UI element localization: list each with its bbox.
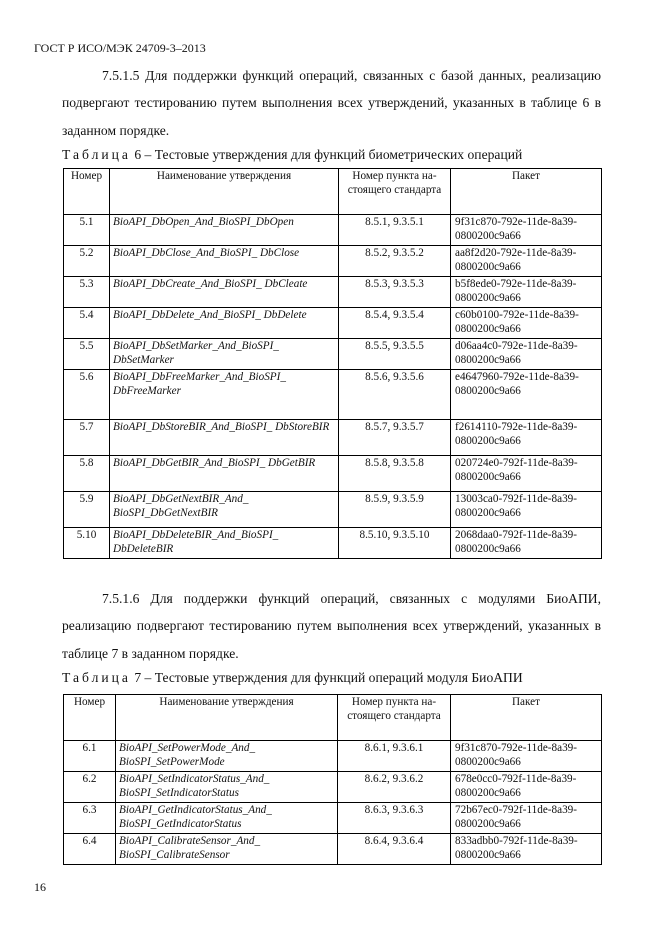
row-number-cell: 5.7: [64, 420, 110, 456]
clause-number-cell: 8.5.7, 9.3.5.7: [339, 420, 451, 456]
clause-number-cell: 8.6.2, 9.3.6.2: [338, 772, 451, 803]
table-header-row: [64, 169, 602, 215]
package-id-cell: 678e0cc0-792f-11de-8a39-0800200c9a66: [451, 772, 602, 803]
table-row: [64, 339, 602, 370]
table-row: [64, 492, 602, 528]
assertion-name-cell: BioAPI_DbCreate_And_BioSPI_ DbCleate: [110, 277, 339, 308]
clause-number-cell: 8.5.9, 9.3.5.9: [339, 492, 451, 528]
table-6-caption-label: Таблица: [62, 147, 131, 162]
table-7-caption-label: Таблица: [62, 670, 131, 685]
clause-number-cell: 8.6.3, 9.3.6.3: [338, 803, 451, 834]
assertion-name-cell: BioAPI_DbGetNextBIR_And_ BioSPI_DbGetNextBIR: [110, 492, 339, 528]
table-row: [64, 308, 602, 339]
row-number-cell: 5.9: [64, 492, 110, 528]
package-id-cell: 13003ca0-792f-11de-8a39-0800200c9a66: [451, 492, 602, 528]
assertion-name-cell: BioAPI_SetIndicatorStatus_And_ BioSPI_SetIndicatorStatus: [116, 772, 338, 803]
row-number-cell: 6.3: [64, 803, 116, 834]
package-id-cell: d06aa4c0-792e-11de-8a39-0800200c9a66: [451, 339, 602, 370]
row-number-cell: 6.2: [64, 772, 116, 803]
table-row: [64, 456, 602, 492]
package-id-cell: aa8f2d20-792e-11de-8a39-0800200c9a66: [451, 246, 602, 277]
assertion-name-cell: BioAPI_DbSetMarker_And_BioSPI_ DbSetMarker: [110, 339, 339, 370]
package-id-cell: 020724e0-792f-11de-8a39-0800200c9a66: [451, 456, 602, 492]
assertion-name-cell: BioAPI_DbClose_And_BioSPI_ DbClose: [110, 246, 339, 277]
clause-number-cell: 8.5.5, 9.3.5.5: [339, 339, 451, 370]
table-row: [64, 834, 602, 865]
column-header: Номер: [64, 695, 116, 741]
table-6-caption: [62, 147, 522, 163]
assertion-name-cell: BioAPI_GetIndicatorStatus_And_ BioSPI_GetIndicatorStatus: [116, 803, 338, 834]
table-6-body: [64, 215, 602, 559]
clause-number-cell: 8.6.1, 9.3.6.1: [338, 741, 451, 772]
package-id-cell: b5f8ede0-792e-11de-8a39-0800200c9a66: [451, 277, 602, 308]
row-number-cell: 6.4: [64, 834, 116, 865]
package-id-cell: 9f31c870-792e-11de-8a39-0800200c9a66: [451, 215, 602, 246]
row-number-cell: 5.3: [64, 277, 110, 308]
page-number: 16: [34, 880, 46, 894]
assertion-name-cell: BioAPI_DbFreeMarker_And_BioSPI_ DbFreeMarker: [110, 370, 339, 420]
table-row: [64, 772, 602, 803]
table-6-caption-title: 6 – Тестовые утверждения для функций биометрических операций: [130, 147, 523, 162]
table-row: [64, 246, 602, 277]
row-number-cell: 6.1: [64, 741, 116, 772]
column-header: Наименование утверждения: [110, 169, 339, 215]
clause-number-cell: 8.5.6, 9.3.5.6: [339, 370, 451, 420]
column-header: Пакет: [451, 695, 602, 741]
column-header: Номер пункта на-стоящего стандарта: [339, 169, 451, 215]
row-number-cell: 5.10: [64, 528, 110, 559]
row-number-cell: 5.8: [64, 456, 110, 492]
package-id-cell: 833adbb0-792f-11de-8a39-0800200c9a66: [451, 834, 602, 865]
row-number-cell: 5.6: [64, 370, 110, 420]
table-row: [64, 528, 602, 559]
assertion-name-cell: BioAPI_DbDelete_And_BioSPI_ DbDelete: [110, 308, 339, 339]
table-row: [64, 741, 602, 772]
clause-number-cell: 8.5.1, 9.3.5.1: [339, 215, 451, 246]
table-row: [64, 215, 602, 246]
table-header-row: [64, 695, 602, 741]
assertion-name-cell: BioAPI_DbStoreBIR_And_BioSPI_ DbStoreBIR: [110, 420, 339, 456]
assertion-name-cell: BioAPI_DbGetBIR_And_BioSPI_ DbGetBIR: [110, 456, 339, 492]
clause-number-cell: 8.6.4, 9.3.6.4: [338, 834, 451, 865]
assertion-name-cell: BioAPI_DbOpen_And_BioSPI_DbOpen: [110, 215, 339, 246]
package-id-cell: 9f31c870-792e-11de-8a39-0800200c9a66: [451, 741, 602, 772]
column-header: Наименование утверждения: [116, 695, 338, 741]
table-7-caption: [62, 670, 523, 686]
clause-number-cell: 8.5.3, 9.3.5.3: [339, 277, 451, 308]
table-6: [63, 168, 602, 559]
row-number-cell: 5.4: [64, 308, 110, 339]
table-row: [64, 370, 602, 420]
table-row: [64, 420, 602, 456]
paragraph-7-5-1-5: 7.5.1.5 Для поддержки функций операций, связанных с базой данных, реализацию подвергают тестированию путем выполнения всех утверждений, указанных в таблице 6 в заданном порядке.: [62, 68, 601, 138]
row-number-cell: 5.5: [64, 339, 110, 370]
package-id-cell: c60b0100-792e-11de-8a39-0800200c9a66: [451, 308, 602, 339]
package-id-cell: e4647960-792e-11de-8a39-0800200c9a66: [451, 370, 602, 420]
clause-number-cell: 8.5.4, 9.3.5.4: [339, 308, 451, 339]
paragraph-7-5-1-6: 7.5.1.6 Для поддержки функций операций, связанных с модулями БиоАПИ, реализацию подвергают тестированию путем выполнения всех утверждений, указанных в таблице 7 в заданном порядке.: [62, 591, 601, 661]
assertion-name-cell: BioAPI_SetPowerMode_And_ BioSPI_SetPowerMode: [116, 741, 338, 772]
clause-number-cell: 8.5.10, 9.3.5.10: [339, 528, 451, 559]
column-header: Номер пункта на-стоящего стандарта: [338, 695, 451, 741]
row-number-cell: 5.1: [64, 215, 110, 246]
package-id-cell: f2614110-792e-11de-8a39-0800200c9a66: [451, 420, 602, 456]
table-row: [64, 277, 602, 308]
package-id-cell: 2068daa0-792f-11de-8a39-0800200c9a66: [451, 528, 602, 559]
assertion-name-cell: BioAPI_DbDeleteBIR_And_BioSPI_ DbDeleteBIR: [110, 528, 339, 559]
clause-number-cell: 8.5.8, 9.3.5.8: [339, 456, 451, 492]
table-7-body: [64, 741, 602, 865]
table-7-caption-title: 7 – Тестовые утверждения для функций операций модуля БиоАПИ: [130, 670, 523, 685]
assertion-name-cell: BioAPI_CalibrateSensor_And_ BioSPI_CalibrateSensor: [116, 834, 338, 865]
table-7: [63, 694, 602, 865]
clause-number-cell: 8.5.2, 9.3.5.2: [339, 246, 451, 277]
document-header: ГОСТ Р ИСО/МЭК 24709-3–2013: [34, 41, 206, 55]
column-header: Номер: [64, 169, 110, 215]
package-id-cell: 72b67ec0-792f-11de-8a39-0800200c9a66: [451, 803, 602, 834]
column-header: Пакет: [451, 169, 602, 215]
row-number-cell: 5.2: [64, 246, 110, 277]
table-row: [64, 803, 602, 834]
